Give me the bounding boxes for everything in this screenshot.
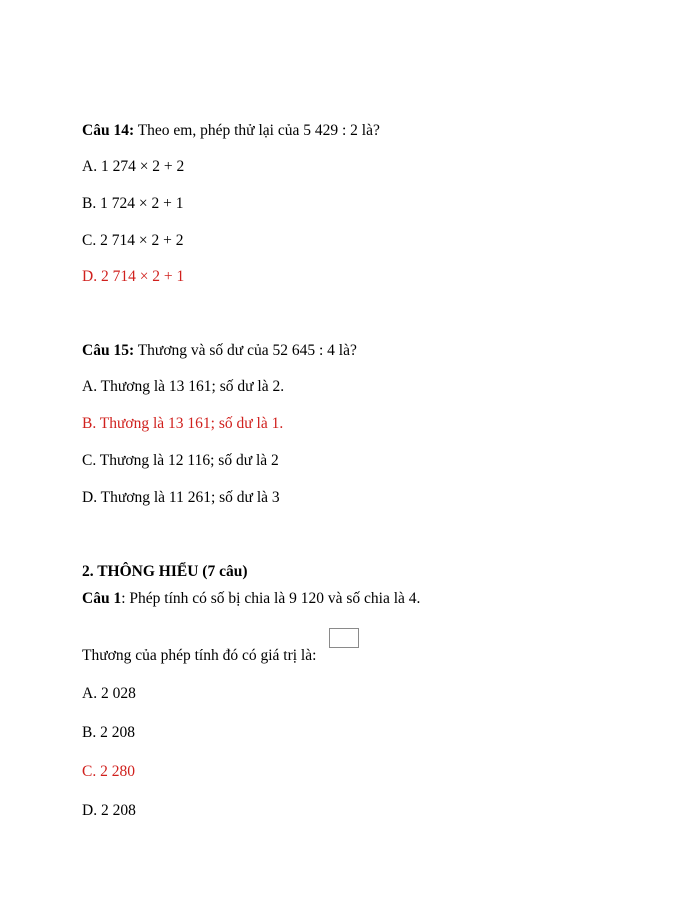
option-d-correct: D. 2 714 × 2 + 1 [82, 268, 185, 285]
answer-box[interactable] [329, 628, 359, 648]
option-b-correct: B. Thương là 13 161; số dư là 1. [82, 415, 284, 432]
option-c-correct: C. 2 280 [82, 763, 135, 780]
option-c: C. Thương là 12 116; số dư là 2 [82, 452, 279, 469]
option-a: A. Thương là 13 161; số dư là 2. [82, 378, 285, 395]
option-d: D. 2 208 [82, 802, 136, 819]
option-a: A. 2 028 [82, 685, 136, 702]
question-15-stem: Câu 15: Thương và số dư của 52 645 : 4 là? [82, 342, 357, 359]
option-b: B. 1 724 × 2 + 1 [82, 195, 184, 212]
question-1-prompt: Thương của phép tính đó có giá trị là: [82, 647, 317, 664]
option-b: B. 2 208 [82, 724, 135, 741]
question-1-label: Câu 1 [82, 590, 122, 607]
question-1-stem: Câu 1: Phép tính có số bị chia là 9 120 và số chia là 4. [82, 590, 421, 607]
question-15-label: Câu 15: [82, 342, 135, 359]
question-14-stem: Câu 14: Theo em, phép thử lại của 5 429 : 2 là? [82, 122, 380, 139]
option-a: A. 1 274 × 2 + 2 [82, 158, 185, 175]
option-c: C. 2 714 × 2 + 2 [82, 232, 184, 249]
section-heading: 2. THÔNG HIỂU (7 câu) [82, 563, 248, 580]
option-d: D. Thương là 11 261; số dư là 3 [82, 489, 280, 506]
question-14-label: Câu 14: [82, 122, 135, 139]
